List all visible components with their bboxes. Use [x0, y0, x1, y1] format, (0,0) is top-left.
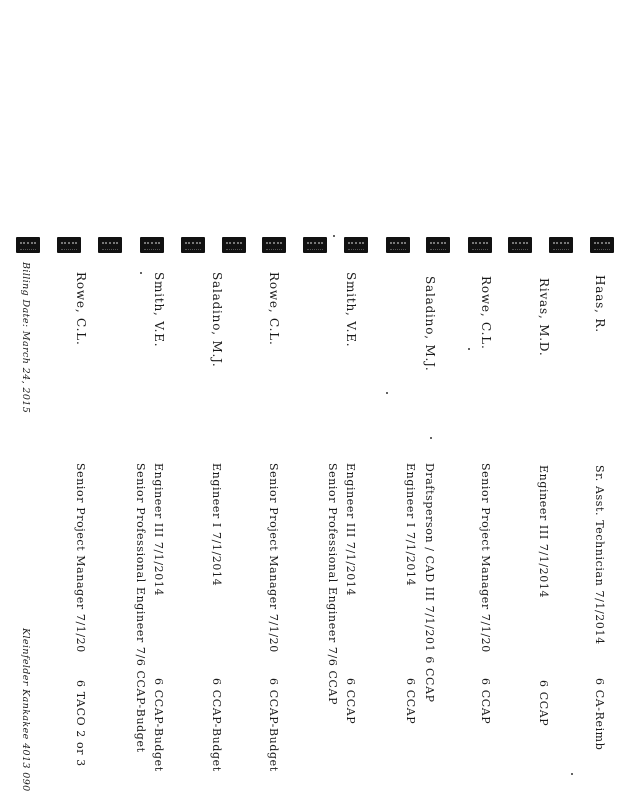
scan-speck [333, 235, 335, 237]
redaction-mark [181, 237, 205, 253]
employee-name: Rowe, C.L. [479, 276, 493, 350]
redaction-mark [303, 237, 327, 253]
billing-date: Billing Date: March 24, 2015 [20, 262, 31, 414]
billing-code: 6 CCAP [479, 678, 492, 725]
billing-code: 6 CCAP-Budget [267, 678, 280, 772]
employee-name: Rowe, C.L. [267, 272, 281, 346]
employee-name: Rowe, C.L. [74, 272, 88, 346]
employee-role: Senior Project Manager 7/1/20 [74, 463, 87, 653]
employee-name: Smith, V.E. [344, 272, 358, 348]
employee-role: Engineer III 7/1/2014 [152, 463, 165, 597]
employee-role-secondary: Senior Professional Engineer 7/6 CCAP [326, 463, 339, 706]
billing-code: 6 CCAP [344, 678, 357, 725]
employee-name: Rivas, M.D. [537, 278, 551, 357]
scan-speck [571, 773, 573, 775]
billing-code: 6 CA-Reimb [593, 678, 606, 751]
redaction-mark [426, 237, 450, 253]
redaction-mark [57, 237, 81, 253]
scan-speck [386, 392, 388, 394]
project-reference: Kleinfelder Kankakee 4013 090 [20, 628, 31, 792]
billing-code: 6 CCAP-Budget [152, 678, 165, 772]
billing-code: 6 CCAP [404, 678, 417, 725]
employee-name: Saladino, M.J. [210, 272, 224, 368]
redaction-mark [16, 237, 40, 253]
employee-name: Saladino, M.J. [423, 276, 437, 372]
employee-role: Senior Project Manager 7/1/20 [479, 463, 492, 653]
redaction-mark [386, 237, 410, 253]
redaction-mark [222, 237, 246, 253]
employee-name: Haas, R. [593, 275, 607, 333]
redaction-mark [262, 237, 286, 253]
employee-role: Engineer I 7/1/2014 [210, 463, 223, 587]
redaction-mark [140, 237, 164, 253]
employee-role-secondary: Engineer I 7/1/2014 [404, 463, 417, 587]
billing-code: 6 CCAP [537, 680, 550, 727]
redaction-mark [590, 237, 614, 253]
redaction-mark [344, 237, 368, 253]
employee-role: Senior Project Manager 7/1/20 [267, 463, 280, 653]
redaction-mark [508, 237, 532, 253]
employee-role-secondary: Senior Professional Engineer 7/6 CCAP-Budget [134, 463, 147, 753]
scan-speck [140, 272, 142, 274]
employee-role: Draftsperson / CAD III 7/1/201 6 CCAP [423, 463, 436, 703]
employee-role: Engineer III 7/1/2014 [537, 465, 550, 599]
billing-code: 6 TACO 2 or 3 [74, 680, 87, 767]
redaction-mark [98, 237, 122, 253]
employee-role: Engineer III 7/1/2014 [344, 463, 357, 597]
scan-speck [468, 348, 470, 350]
scan-speck [430, 437, 432, 439]
employee-role: Sr. Asst. Technician 7/1/2014 [593, 465, 606, 645]
redaction-mark [549, 237, 573, 253]
redaction-mark [468, 237, 492, 253]
billing-code: 6 CCAP-Budget [210, 678, 223, 772]
employee-name: Smith, V.E. [152, 272, 166, 348]
